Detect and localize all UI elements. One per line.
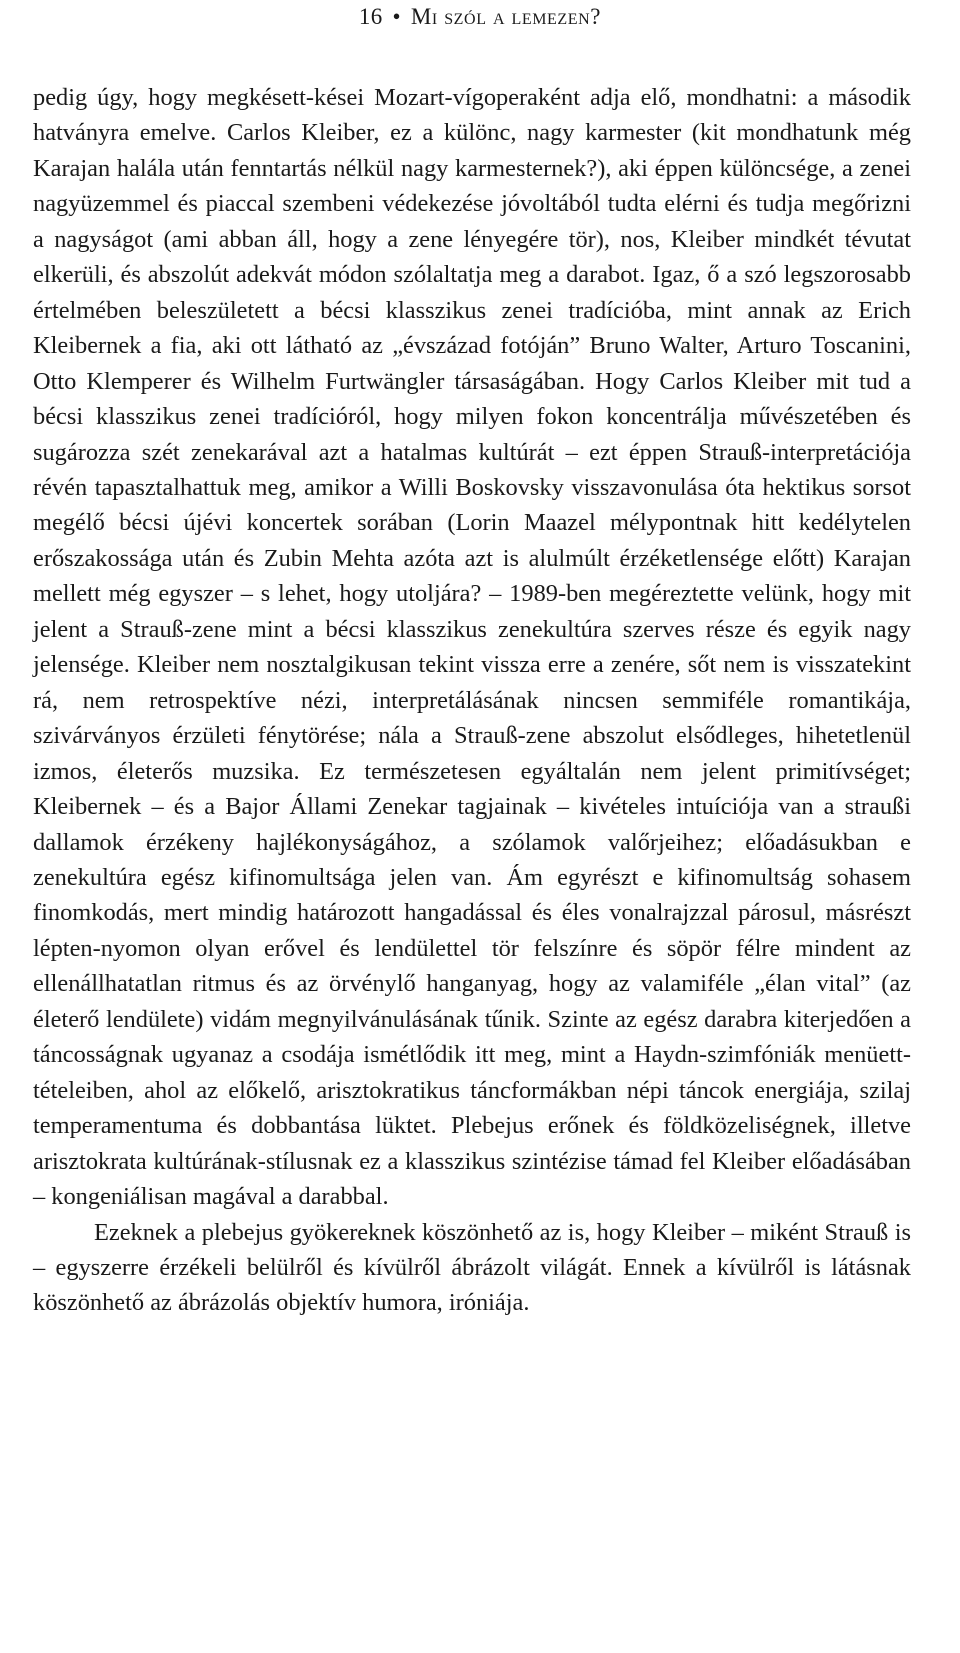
running-title: Mi szól a lemezen? (410, 4, 602, 29)
page-number: 16 (358, 4, 383, 29)
header-separator: • (392, 4, 401, 29)
paragraph-continued: pedig úgy, hogy megkésett-kései Mozart-vígoperaként adja elő, mondhatni: a második hatványra emelve. Carlos Kleiber, ez a különc, nagy karmester (kit mondhatunk még Karajan halála után fenntartás nélkül nagy karmesternek?), aki éppen különcsége, a zenei nagyüzemmel és piaccal szembeni védekezése jóvoltából tudta elérni és tudja megőrizni a nagyságot (ami abban áll, hogy a zene lényegére tör), nos, Kleiber mindkét tévutat elkerüli, és abszolút adekvát módon szólaltatja meg a darabot. Igaz, ő a szó legszorosabb értelmében beleszületett a bécsi klasszikus zenei tradícióba, mint annak az Erich Kleibernek a fia, aki ott látható az „évszázad fotóján” Bruno Walter, Arturo Toscanini, Otto Klemperer és Wilhelm Furtwängler társaságában. Hogy Carlos Kleiber mit tud a bécsi klasszikus zenei tradícióról, hogy milyen fokon koncentrálja művészetében és sugározza szét zenekarával azt a hatalmas kultúrát – ezt éppen Strauß-interpretációja révén tapasztalhattuk meg, amikor a Willi Boskovsky visszavonulása óta hektikus sorsot megélő bécsi újévi koncertek sorában (Lorin Maazel mélypontnak hitt kedélytelen erőszakossága után és Zubin Mehta azóta azt is alulmúlt érzéketlensége előtt) Karajan mellett még egyszer – s lehet, hogy utoljára? – 1989-ben megéreztette velünk, hogy mit jelent a Strauß-zene mint a bécsi klasszikus zenekultúra szerves része és egyik nagy jelensége. Kleiber nem nosztalgikusan tekint vissza erre a zenére, sőt nem is visszatekint rá, nem retrospektíve nézi, interpretálásának nincsen semmiféle romantikája, szivárványos érzületi fénytörése; nála a Strauß-zene abszolut elsődleges, hihetetlenül izmos, életerős muzsika. Ez természetesen egyáltalán nem jelent primitívséget; Kleibernek – és a Bajor Állami Zenekar tagjainak – kivételes intuíciója van a straußi dallamok érzékeny hajlékonyságához, a szólamok valőrjeihez; előadásukban e zenekultúra egész kifinomultsága jelen van. Ám egyrészt e kifinomultság sohasem finomkodás, mert mindig határozott hangadással és éles vonalrajzzal párosul, másrészt lépten-nyomon olyan erővel és lendülettel tör felszínre és söpör félre mindent az ellenállhatatlan ritmus és az örvénylő hanganyag, hogy az valamiféle „élan vital” (az életerő lendülete) vidám megnyilvánulásának tűnik. Szinte az egész darabra kiterjedően a táncosságnak ugyanaz a csodája ismétlődik itt meg, mint a Haydn-szimfóniák menüett-tételeiben, ahol az előkelő, arisztokratikus táncformákban népi táncok energiája, szilaj temperamentuma és dobbantása lüktet. Plebejus erőnek és földközeliségnek, illetve arisztokrata kultúrának-stílusnak ez a klasszikus szintézise támad fel Kleiber előadásában – kongeniálisan magával a darabbal. (33, 84, 911, 1211)
running-header (0, 2, 960, 32)
paragraph-new: Ezeknek a plebejus gyökereknek köszönhető az is, hogy Kleiber – miként Strauß is – egyszerre érzékeli belülről és kívülről ábrázolt világát. Ennek a kívülről is látásnak köszönhető az ábrázolás objektív humora, iróniája. (33, 1218, 911, 1317)
body-text (33, 80, 911, 1321)
